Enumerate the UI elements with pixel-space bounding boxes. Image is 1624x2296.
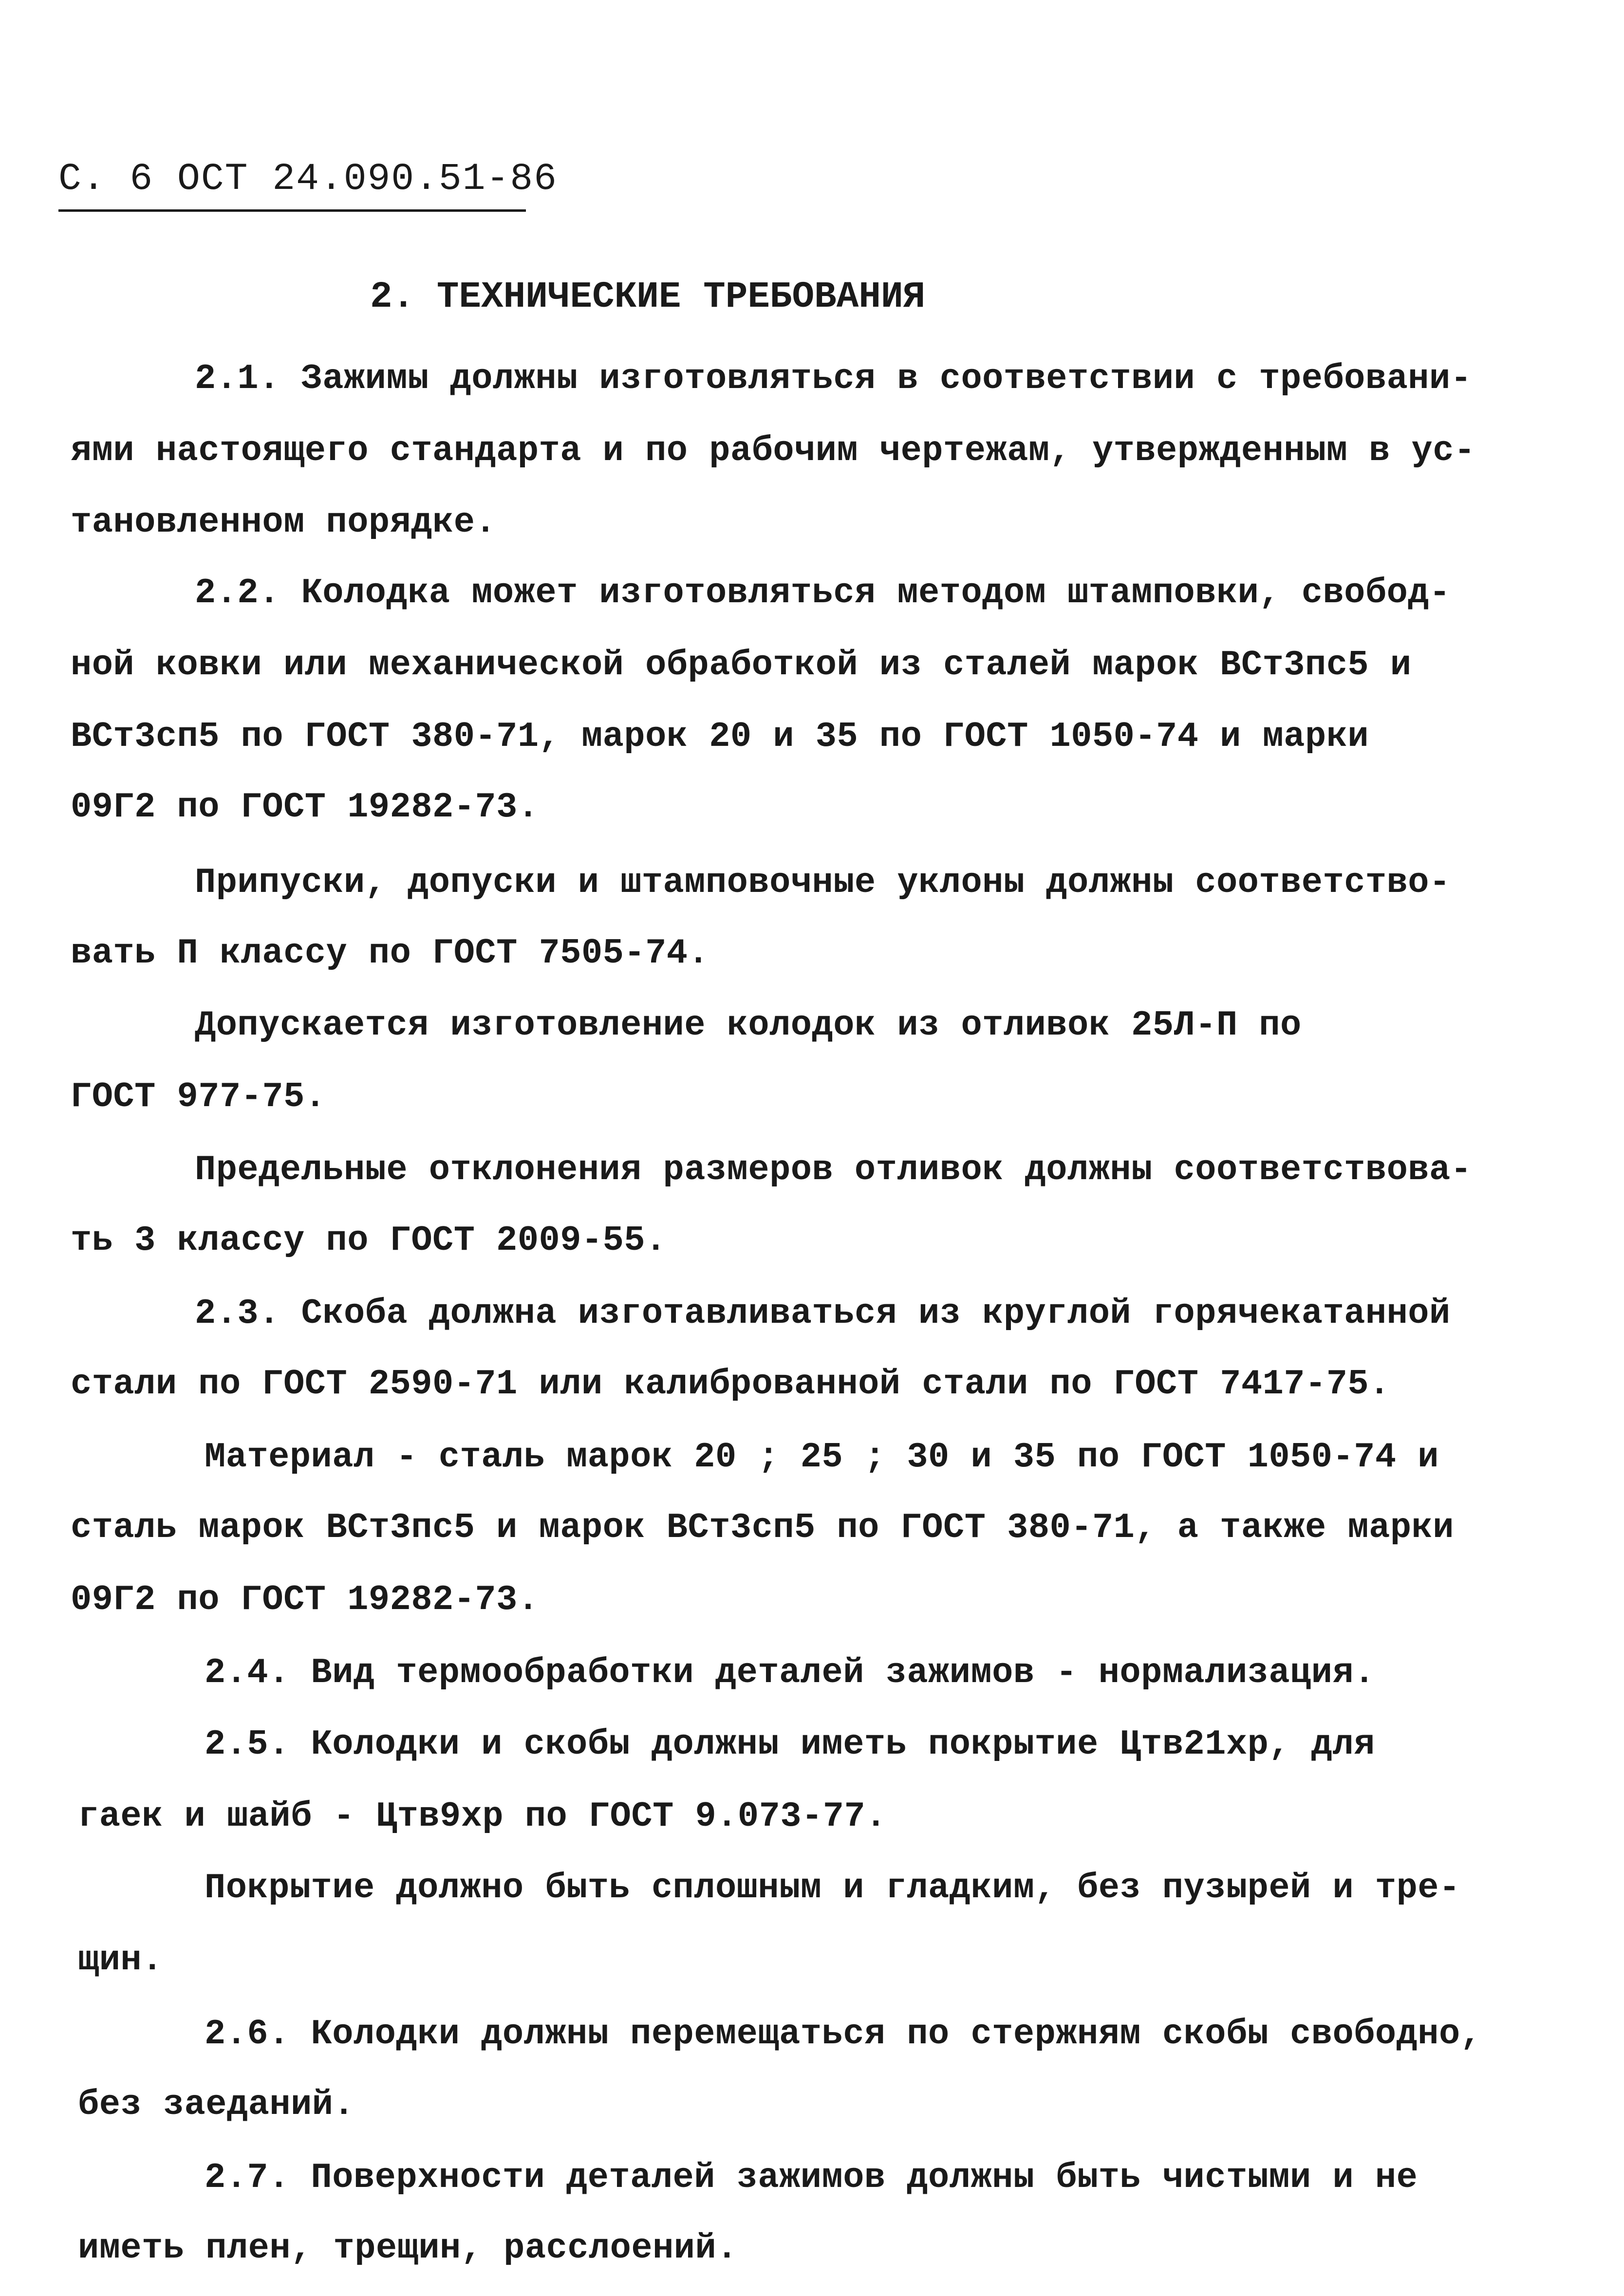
header-underline (58, 209, 526, 212)
text-line: без заеданий. (78, 2085, 355, 2125)
text-line: 09Г2 по ГОСТ 19282-73. (71, 787, 539, 827)
text-line: 2.3. Скоба должна изготавливаться из круглой горячекатанной (195, 1294, 1451, 1333)
text-line: ной ковки или механической обработкой из сталей марок ВСт3пс5 и (71, 645, 1412, 685)
text-line: ть 3 классу по ГОСТ 2009-55. (71, 1221, 667, 1260)
text-line: Материал - сталь марок 20 ; 25 ; 30 и 35 по ГОСТ 1050-74 и (205, 1437, 1439, 1477)
text-line: 2.7. Поверхности деталей зажимов должны быть чистыми и не (205, 2158, 1418, 2198)
text-line: 09Г2 по ГОСТ 19282-73. (71, 1580, 539, 1620)
text-line: тановленном порядке. (71, 502, 497, 542)
text-line: 2.5. Колодки и скобы должны иметь покрытие Цтв21хр, для (205, 1724, 1375, 1764)
text-line: ВСт3сп5 по ГОСТ 380-71, марок 20 и 35 по ГОСТ 1050-74 и марки (71, 717, 1369, 757)
text-line: иметь плен, трещин, расслоений. (78, 2228, 738, 2268)
text-line: щин. (78, 1940, 163, 1980)
text-line: Припуски, допуски и штамповочные уклоны должны соответство- (195, 863, 1451, 903)
text-line: Предельные отклонения размеров отливок должны соответствова- (195, 1150, 1472, 1190)
text-line: вать П классу по ГОСТ 7505-74. (71, 933, 709, 973)
text-line: 2.4. Вид термообработки деталей зажимов - нормализация. (205, 1653, 1375, 1693)
text-line: Допускается изготовление колодок из отливок 25Л-П по (195, 1005, 1302, 1045)
page-header: С. 6 ОСТ 24.090.51-86 (58, 158, 558, 201)
text-line: ями настоящего стандарта и по рабочим чертежам, утвержденным в ус- (71, 431, 1475, 471)
text-line: стали по ГОСТ 2590-71 или калиброванной стали по ГОСТ 7417-75. (71, 1364, 1390, 1404)
text-line: гаек и шайб - Цтв9хр по ГОСТ 9.073-77. (78, 1796, 887, 1836)
text-line: 2.6. Колодки должны перемещаться по стержням скобы свободно, (205, 2014, 1482, 2054)
text-line: сталь марок ВСт3пс5 и марок ВСт3сп5 по ГОСТ 380-71, а также марки (71, 1508, 1454, 1548)
text-line: ГОСТ 977-75. (71, 1077, 326, 1117)
text-line: 2.2. Колодка может изготовляться методом штамповки, свобод- (195, 573, 1451, 613)
section-title: 2. ТЕХНИЧЕСКИЕ ТРЕБОВАНИЯ (370, 276, 926, 318)
text-line: 2.1. Зажимы должны изготовляться в соответствии с требовани- (195, 359, 1472, 399)
text-line: Покрытие должно быть сплошным и гладким, без пузырей и тре- (205, 1868, 1460, 1908)
